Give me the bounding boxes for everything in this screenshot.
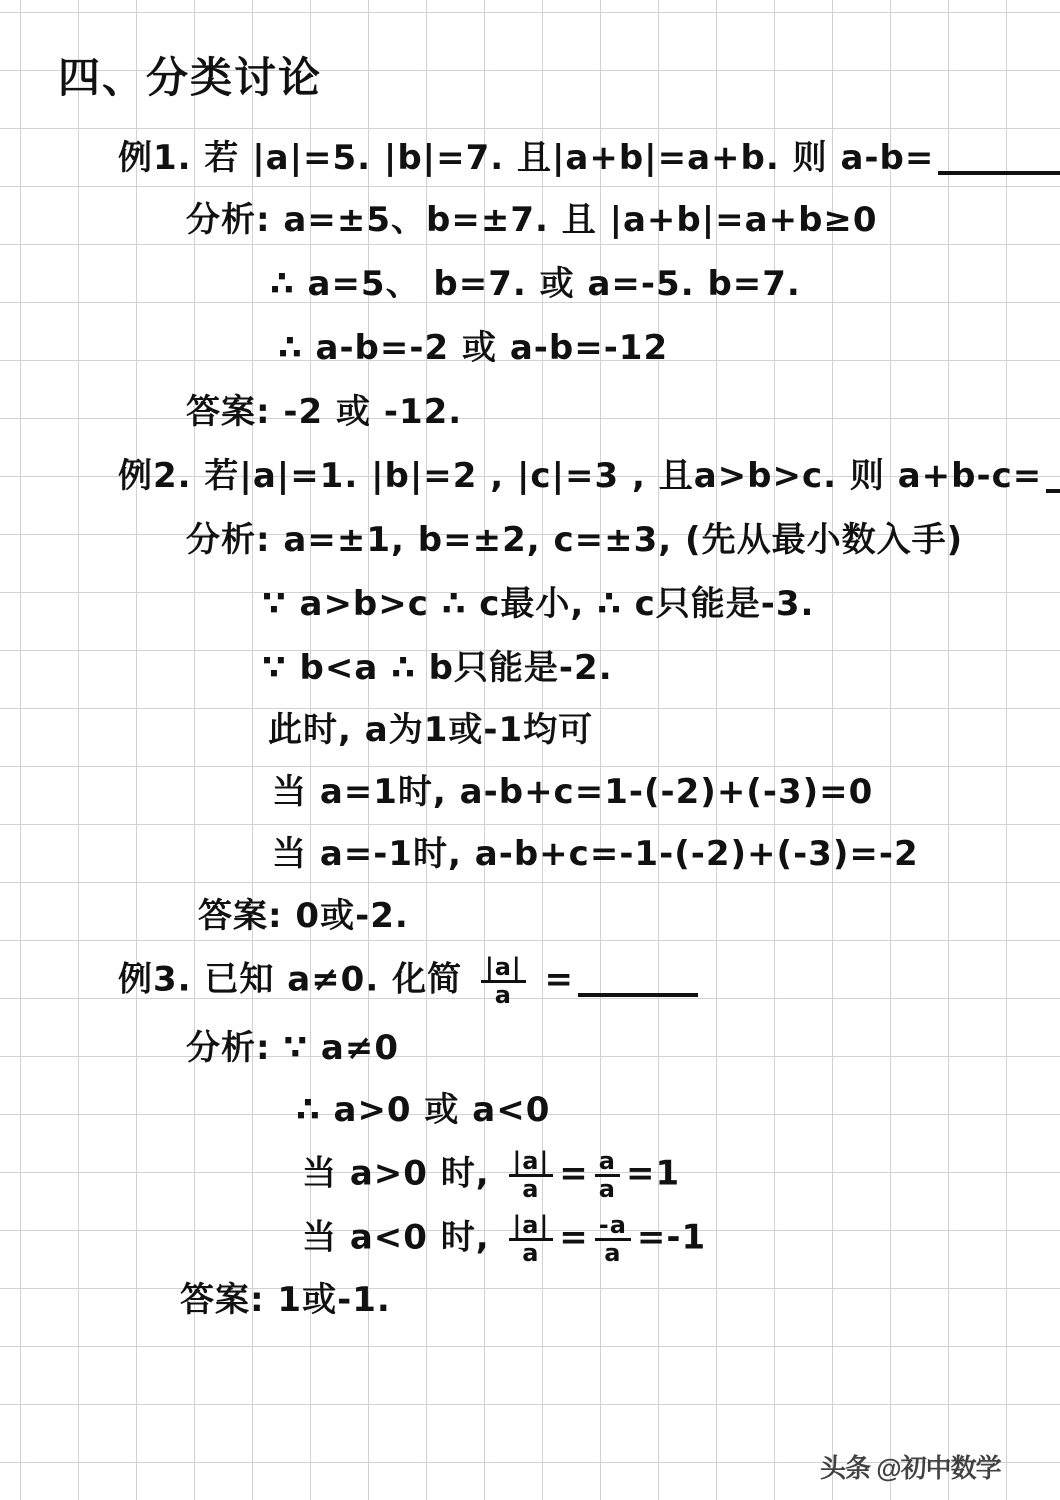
fraction-denominator: a (522, 1175, 540, 1203)
case2-fraction-1 (509, 1211, 554, 1267)
example3-case1: 当 a>0 时, $\frac{|a|}{a}$ = $\frac{a}{a}$ =1 (302, 1147, 681, 1203)
fraction-denominator: a (604, 1239, 622, 1267)
example3-case2: 当 a<0 时, $\frac{|a|}{a}$ = $\frac{-a}{a}$ =-1 (302, 1211, 707, 1267)
example2-step1: ∵ a>b>c ∴ c最小, ∴ c只能是-3. (262, 584, 815, 624)
fraction-numerator: |a| (509, 1150, 554, 1177)
case1-result: =1 (625, 1153, 681, 1194)
example1-answer: 答案: -2 或 -12. (186, 392, 463, 432)
example1-question (118, 138, 1060, 178)
case2-result: =-1 (636, 1217, 707, 1258)
case2-prefix: 当 a<0 时, (302, 1217, 490, 1258)
fraction-numerator: |a| (509, 1214, 554, 1241)
answer-blank (938, 171, 1060, 175)
example3-question-prefix: 例3. 已知 a≠0. 化简 (118, 959, 463, 1000)
example3-step1: ∴ a>0 或 a<0 (296, 1090, 551, 1130)
fraction-numerator: |a| (481, 956, 526, 983)
example1-step1: ∴ a=5、 b=7. 或 a=-5. b=7. (270, 264, 801, 304)
example3-question-suffix: = (544, 959, 575, 1000)
example2-step4: 当 a=1时, a-b+c=1-(-2)+(-3)=0 (272, 772, 874, 812)
example2-question (118, 456, 1060, 496)
fraction-denominator: a (494, 981, 512, 1009)
example1-step2: ∴ a-b=-2 或 a-b=-12 (278, 328, 669, 368)
example2-question-text: 例2. 若|a|=1. |b|=2 , |c|=3 , 且a>b>c. 则 a+b-c= (118, 456, 1043, 496)
fraction-denominator: a (598, 1175, 616, 1203)
example2-step5: 当 a=-1时, a-b+c=-1-(-2)+(-3)=-2 (272, 834, 919, 874)
fraction-numerator: a (595, 1150, 620, 1177)
fraction-numerator: -a (595, 1214, 631, 1241)
example3-answer: 答案: 1或-1. (180, 1280, 391, 1320)
example2-answer: 答案: 0或-2. (198, 896, 409, 936)
example2-analysis: 分析: a=±1, b=±2, c=±3, (先从最小数入手) (186, 520, 964, 560)
case1-fraction-2 (595, 1147, 620, 1203)
example2-step2: ∵ b<a ∴ b只能是-2. (262, 648, 613, 688)
abs-a-over-a-fraction (481, 953, 526, 1009)
answer-blank (1046, 489, 1060, 493)
example2-step3: 此时, a为1或-1均可 (268, 710, 594, 750)
example1-analysis: 分析: a=±5、b=±7. 且 |a+b|=a+b≥0 (186, 200, 878, 240)
example3-question (118, 953, 698, 1009)
case1-prefix: 当 a>0 时, (302, 1153, 490, 1194)
example3-analysis: 分析: ∵ a≠0 (186, 1028, 400, 1068)
page-title: 四、分类讨论 (58, 53, 323, 102)
example1-question-text: 例1. 若 |a|=5. |b|=7. 且|a+b|=a+b. 则 a-b= (118, 138, 935, 178)
answer-blank (578, 993, 698, 997)
case1-fraction-1 (509, 1147, 554, 1203)
watermark: 头条 @初中数学 (820, 1453, 1001, 1483)
case2-fraction-2 (595, 1211, 631, 1267)
fraction-denominator: a (522, 1239, 540, 1267)
